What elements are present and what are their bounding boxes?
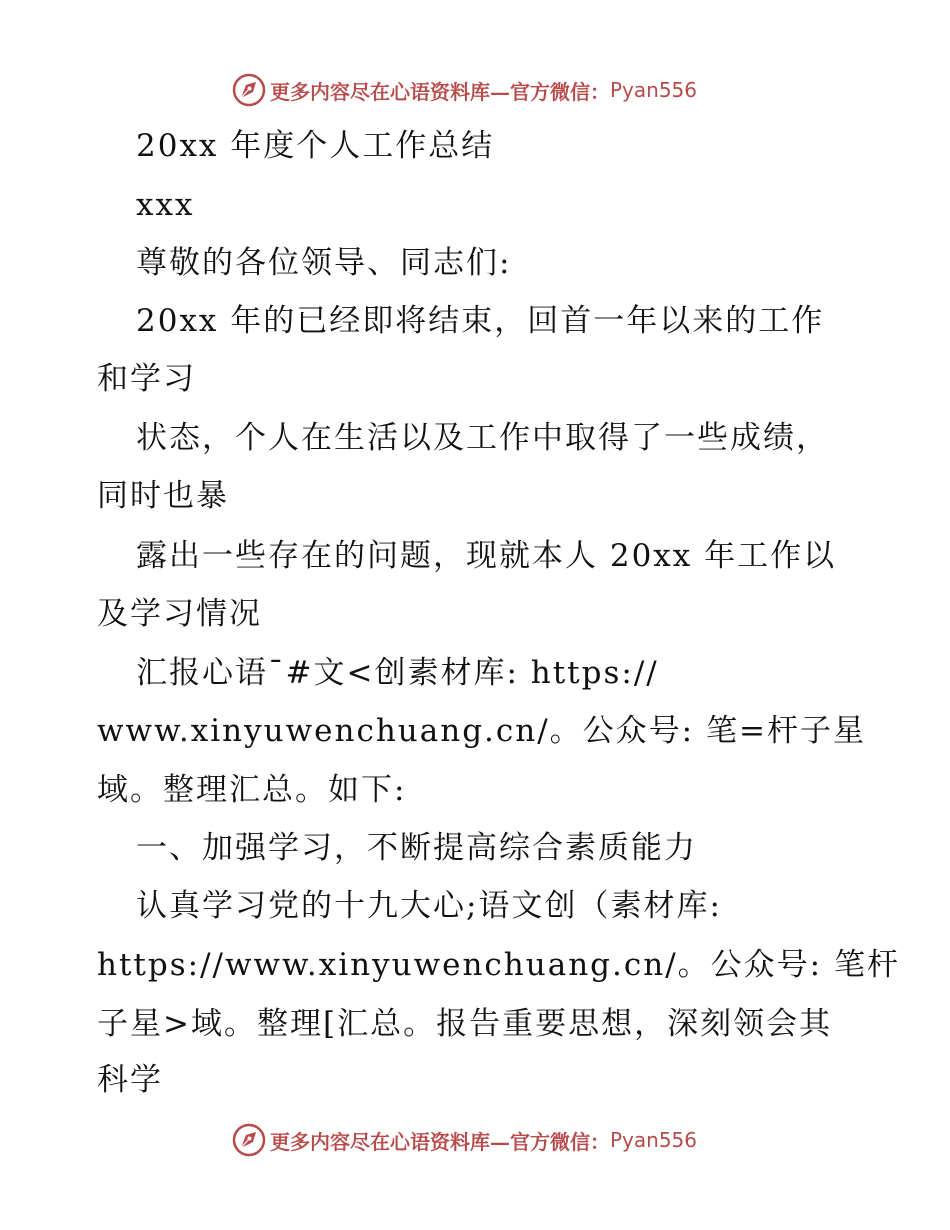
text-line: https://www.xinyuwenchuang.cn/。公众号: 笔杆 — [97, 947, 900, 983]
text-line: 科学 — [97, 1062, 163, 1098]
text-line: 20xx 年的已经即将结束，回首一年以来的工作 — [136, 303, 825, 339]
banner-account: Pyan556 — [610, 1128, 698, 1152]
salutation: 尊敬的各位领导、同志们: — [136, 245, 512, 281]
text-line: 及学习情况 — [97, 596, 262, 632]
text-line: 状态，个人在生活以及工作中取得了一些成绩， — [136, 420, 829, 456]
text-line: 汇报心语¯#文<创素材库: https:// — [136, 655, 659, 691]
banner-account: Pyan556 — [610, 78, 698, 102]
author-name: xxx — [136, 187, 195, 223]
text-line: 同时也暴 — [97, 478, 229, 514]
footer-banner — [232, 1122, 752, 1158]
text-line: 子星>域。整理[汇总。报告重要思想，深刻领会其 — [97, 1006, 833, 1042]
text-line: 和学习 — [97, 361, 196, 397]
text-line: www.xinyuwenchuang.cn/。公众号: 笔=杆子星 — [97, 713, 866, 749]
text-line: 域。整理汇总。如下: — [97, 772, 407, 808]
text-line: 露出一些存在的问题，现就本人 20xx 年工作以 — [136, 538, 837, 574]
banner-text: 更多内容尽在心语资料库—官方微信： — [270, 1129, 610, 1154]
document-title: 20xx 年度个人工作总结 — [136, 128, 495, 164]
pen-nib-logo-icon — [232, 1123, 266, 1157]
banner-text: 更多内容尽在心语资料库—官方微信： — [270, 79, 610, 104]
text-line: 认真学习党的十九大心;语文创（素材库: — [136, 888, 722, 924]
section-heading: 一、加强学习，不断提高综合素质能力 — [136, 830, 697, 866]
